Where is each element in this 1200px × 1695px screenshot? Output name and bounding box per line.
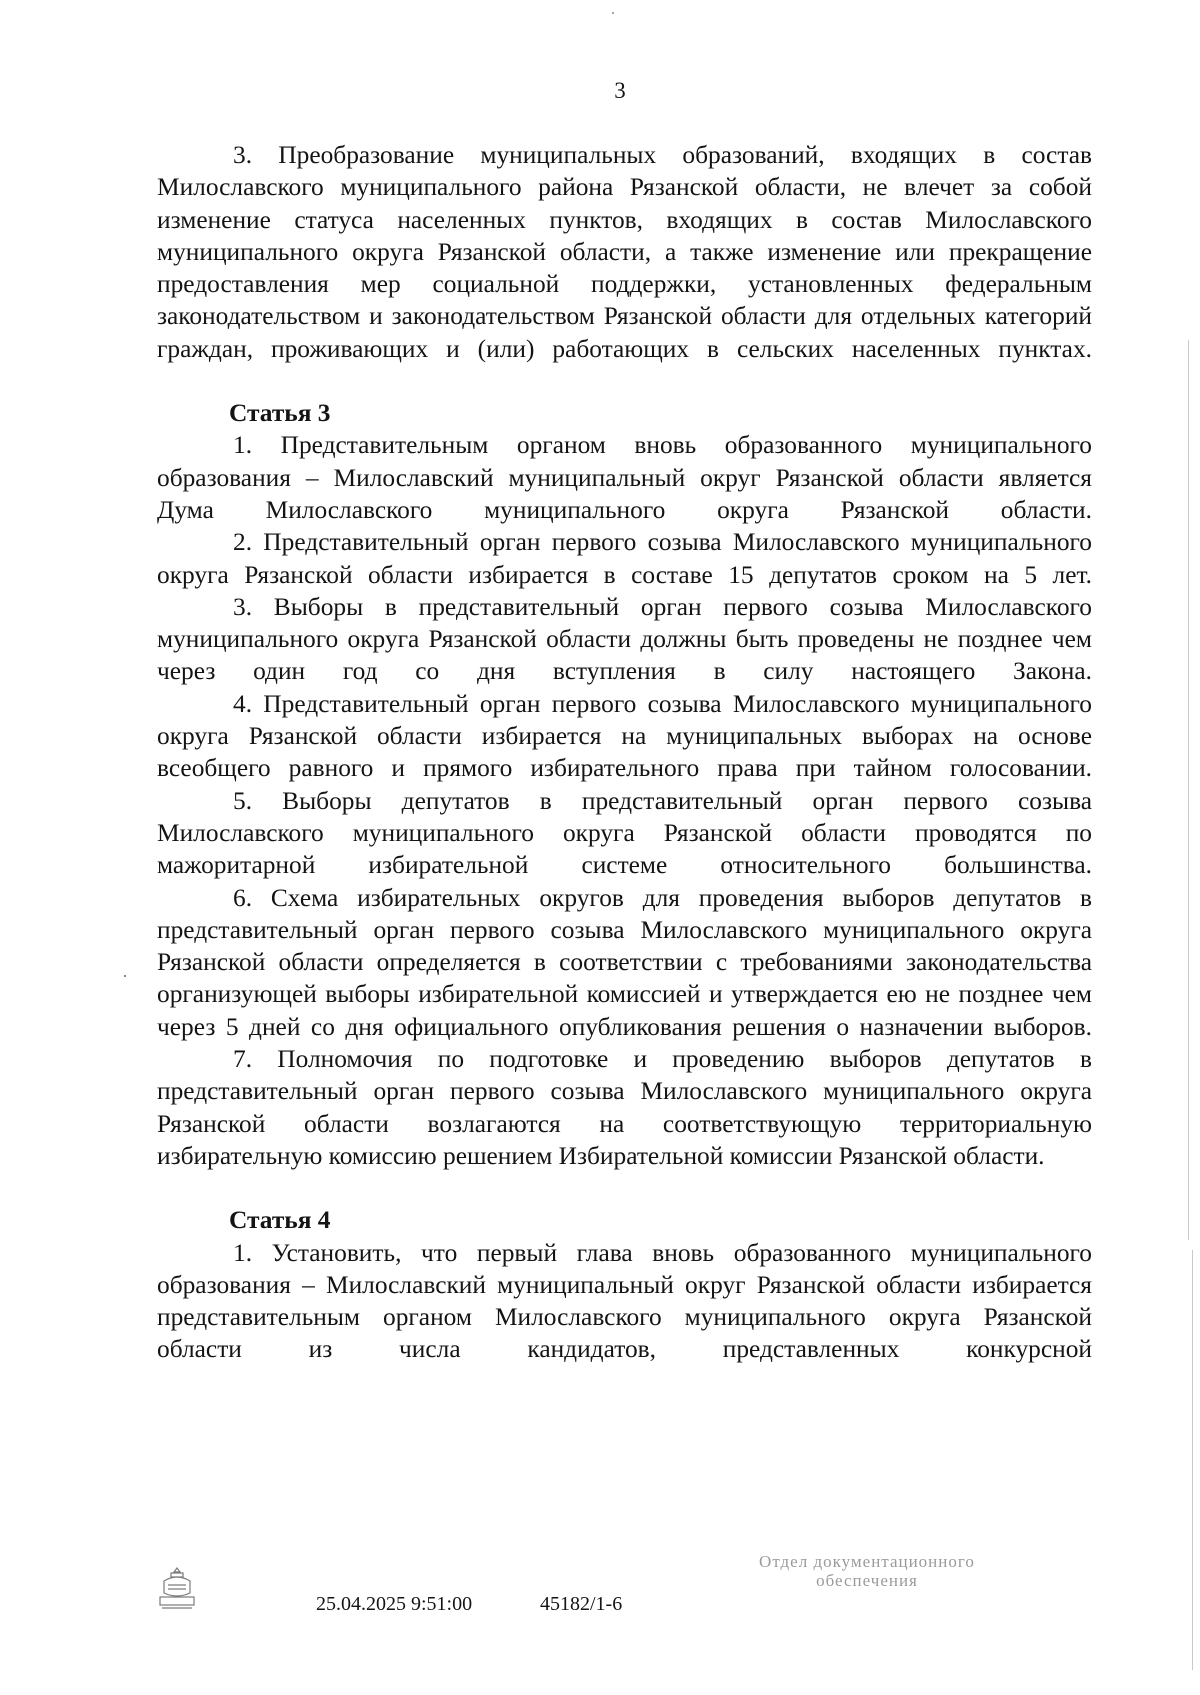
paragraph: 5. Выборы депутатов в представительный орган первого созыва Милославского муниципального округа Рязанской области проводятся по мажоритарной избирательной системе относительного большинства. (157, 786, 1092, 880)
paragraph: 3. Преобразование муниципальных образований, входящих в состав Милославского муниципального района Рязанской области, не влечет за собой изменение статуса населенных пунктов, входящих в состав Милославского муниципального округа Рязанской области, а также изменение или прекращение предоставления мер социальной поддержки, установленных федеральным законодательством и законодательством Рязанской области для отдельных категорий граждан, проживающих и (или) работающих в сельских населенных пунктах. (157, 141, 1092, 363)
paragraph: 7. Полномочия по подготовке и проведению выборов депутатов в представительный орган первого созыва Милославского муниципального округа Рязанской области возлагаются на соответствующую территориальную избирательную комиссию решением Избирательной комиссии Рязанской области. (157, 1045, 1092, 1170)
scan-edge-mark (1188, 340, 1189, 1240)
page-number: 3 (614, 78, 626, 103)
department-stamp-line2: обеспечения (816, 1571, 918, 1590)
paragraph: 4. Представительный орган первого созыва Милославского муниципального округа Рязанской области избирается на муниципальных выборах на основе всеобщего равного и прямого избирательного права при тайном голосовании. (157, 689, 1092, 783)
scan-speck (124, 975, 126, 977)
scan-edge-mark (1192, 1250, 1193, 1670)
scan-speck (612, 12, 614, 14)
footer-document-number: 45182/1-6 (540, 1593, 623, 1615)
paragraph: 2. Представительный орган первого созыва Милославского муниципального округа Рязанской области избирается в составе 15 депутатов сроком на 5 лет. (157, 528, 1092, 589)
coat-of-arms-stamp-icon (156, 1565, 198, 1611)
department-stamp-line1: Отдел документационного (759, 1552, 975, 1571)
paragraph: 1. Представительным органом вновь образованного муниципального образования – Милославский муниципальный округ Рязанской области является Дума Милославского муниципального округа Рязанской области. (157, 431, 1092, 524)
footer-timestamp: 25.04.2025 9:51:00 (316, 1593, 473, 1615)
department-stamp (712, 1552, 1022, 1590)
document-body (157, 139, 1092, 1366)
paragraph: 3. Выборы в представительный орган первого созыва Милославского муниципального округа Рязанской области должны быть проведены не позднее чем через один год со дня вступления в силу настоящего Закона. (157, 592, 1092, 686)
paragraph: 1. Установить, что первый глава вновь образованного муниципального образования – Милославский муниципальный округ Рязанской области избирается представительным органом Милославского муниципального округа Рязанской области из числа кандидатов, представленных конкурсной (157, 1238, 1092, 1364)
article-heading: Статья 4 (229, 1206, 331, 1235)
paragraph: 6. Схема избирательных округов для проведения выборов депутатов в представительный орган первого созыва Милославского муниципального округа Рязанской области определяется в соответствии с требованиями законодательства организующей выборы избирательной комиссией и утверждается ею не позднее чем через 5 дней со дня официального опубликования решения о назначении выборов. (157, 883, 1092, 1041)
article-heading: Статья 3 (229, 399, 331, 428)
